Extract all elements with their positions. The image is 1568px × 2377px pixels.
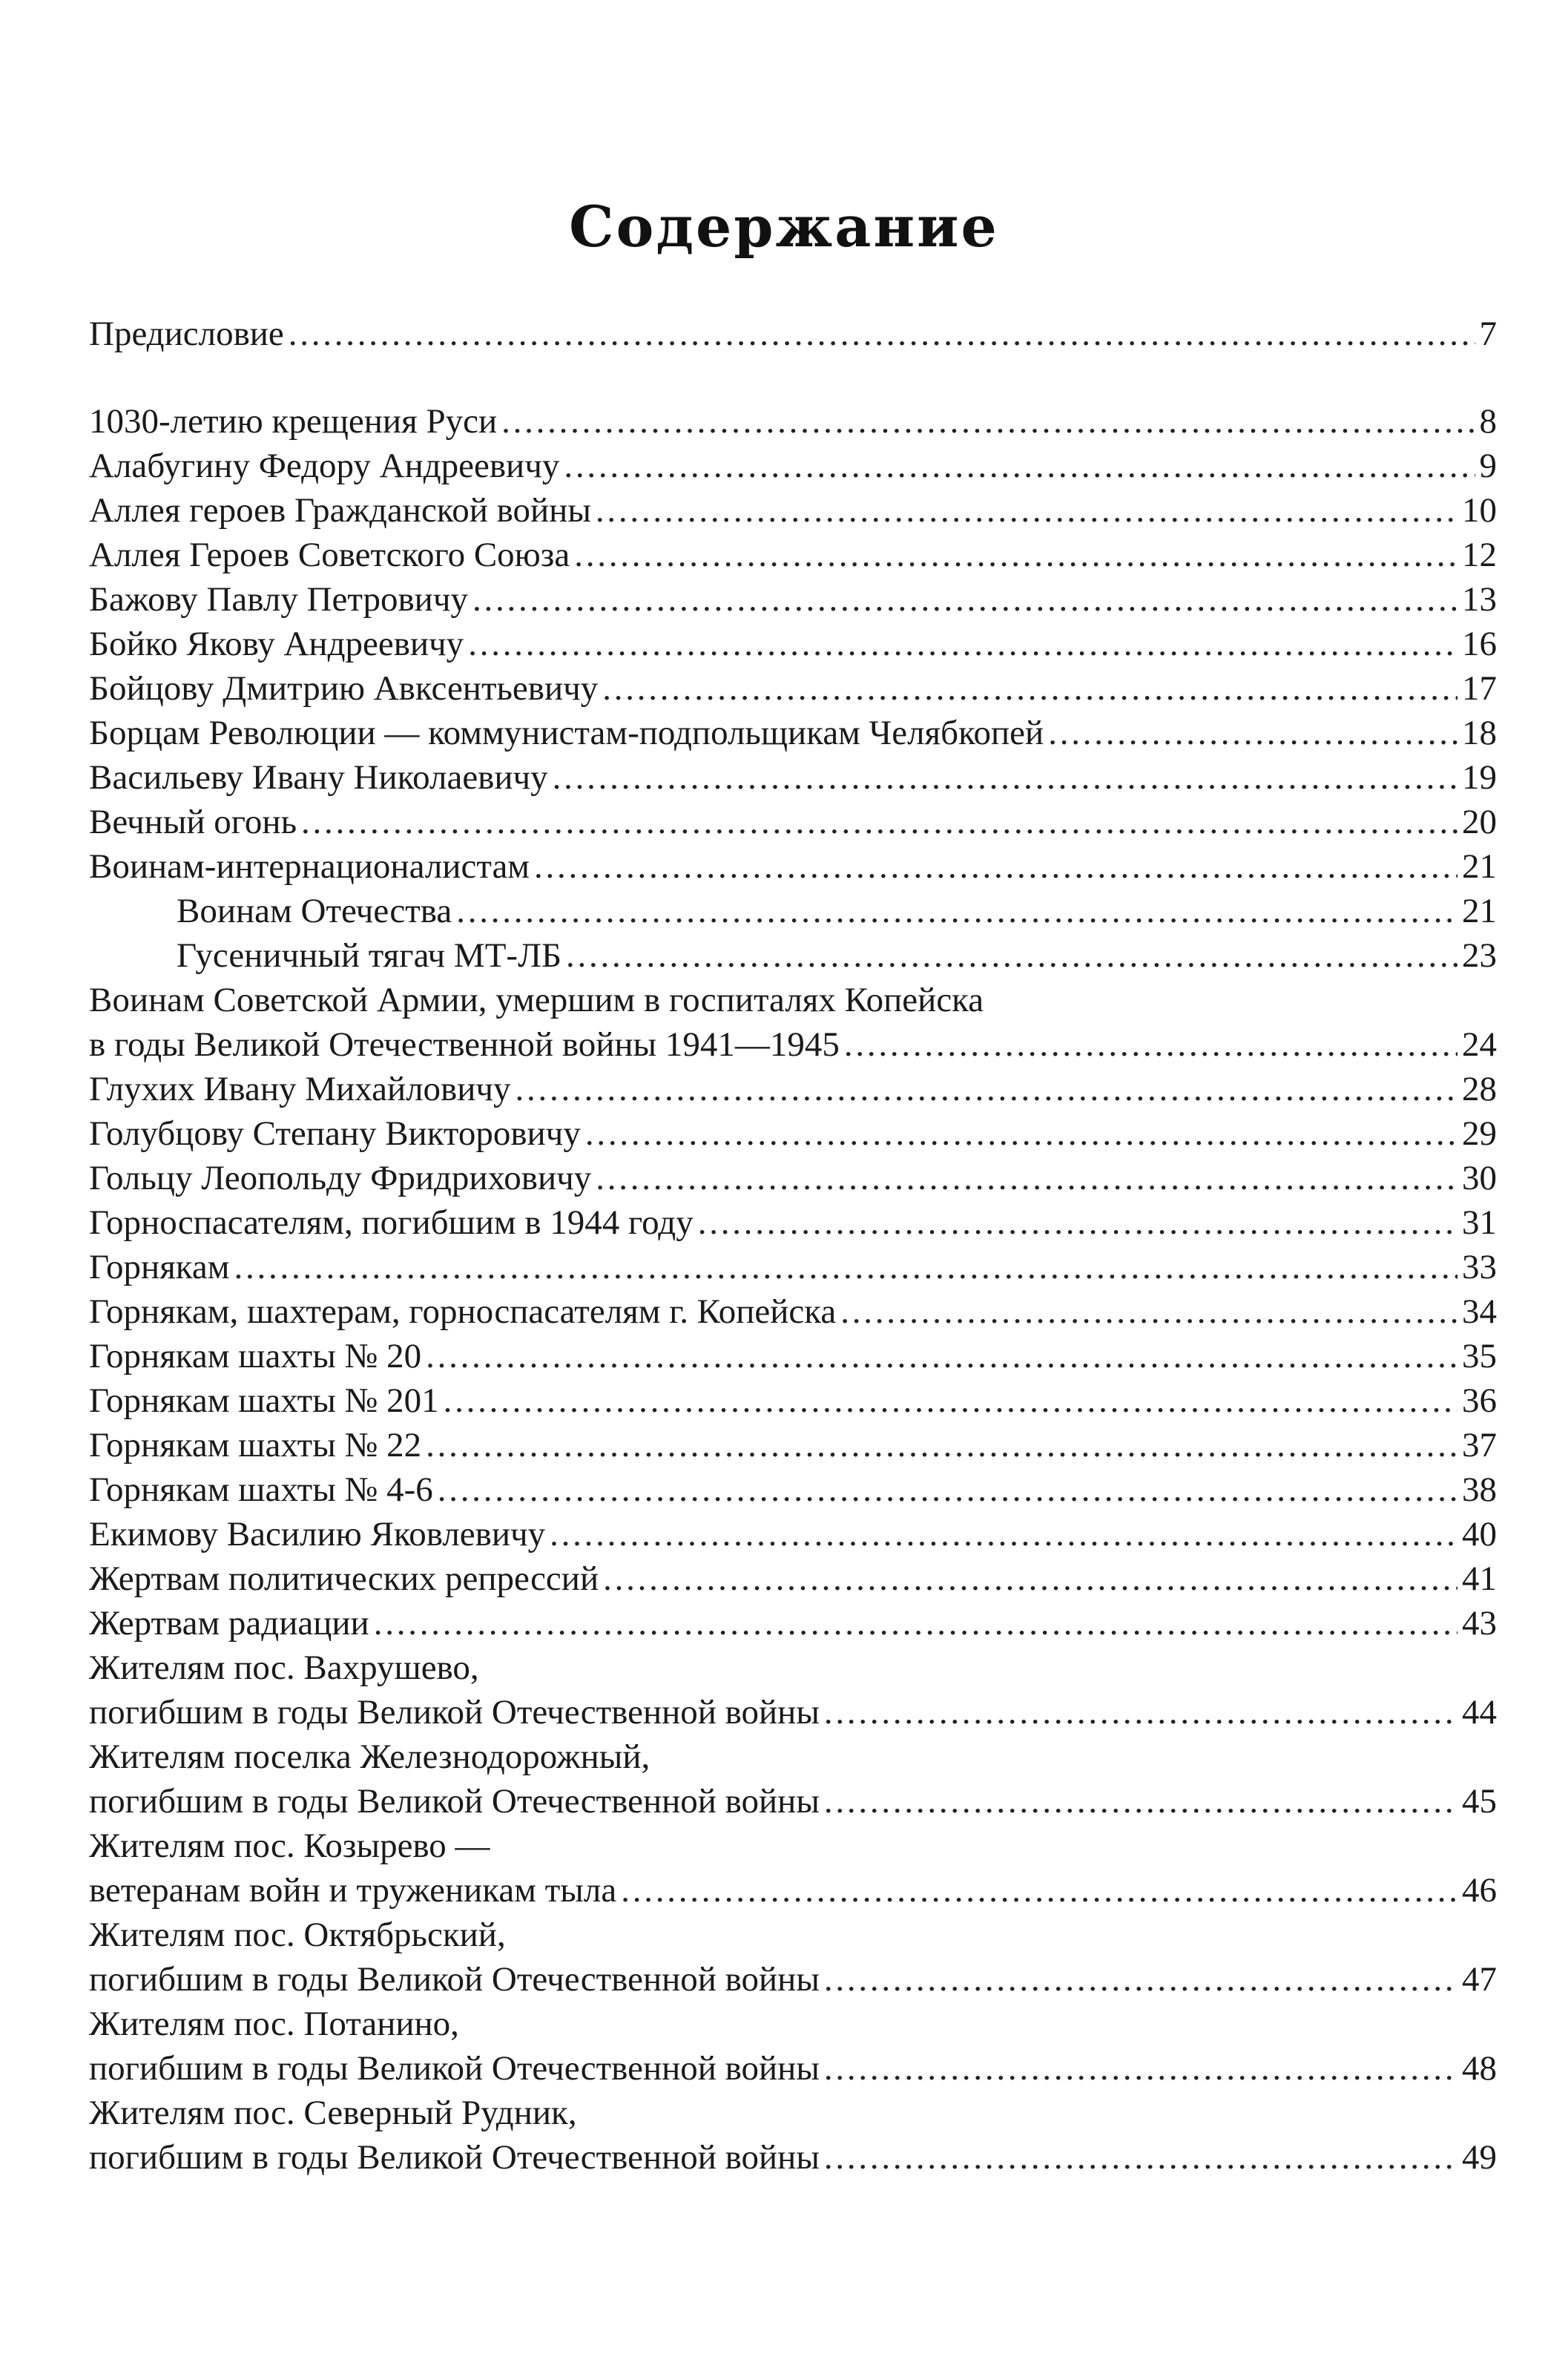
- leader-dots: [824, 2046, 1457, 2091]
- toc-entry-page: 21: [1462, 847, 1497, 886]
- toc-entry-page: 7: [1479, 315, 1497, 353]
- toc-entry[interactable]: [89, 1156, 1497, 1200]
- toc-entry-title-line1: Воинам Советской Армии, умершим в госпиталях Копейска: [89, 981, 984, 1019]
- toc-entry-page: 8: [1479, 402, 1497, 441]
- leader-dots: [426, 1334, 1457, 1378]
- toc-entry-title: Гусеничный тягач МТ-ЛБ: [177, 936, 561, 975]
- leader-dots: [426, 1423, 1457, 1467]
- toc-entry-page: 48: [1462, 2049, 1497, 2088]
- toc-entry-page: 46: [1462, 1871, 1497, 1910]
- toc-entry[interactable]: [89, 755, 1497, 800]
- toc-entry-page: 37: [1462, 1426, 1497, 1464]
- toc-entry[interactable]: [89, 1512, 1497, 1556]
- toc-entry[interactable]: [89, 1200, 1497, 1245]
- toc-entry-title: Борцам Революции — коммунистам-подпольщикам Челябкопей: [89, 714, 1044, 752]
- leader-dots: [564, 444, 1475, 488]
- toc-entry[interactable]: [89, 1067, 1497, 1111]
- toc-entry[interactable]: [89, 1957, 1497, 2002]
- toc-entry-page: 34: [1462, 1292, 1497, 1331]
- toc-entry-title: Голубцову Степану Викторовичу: [89, 1114, 581, 1153]
- toc-entry[interactable]: [89, 533, 1497, 577]
- leader-dots: [698, 1200, 1457, 1245]
- leader-dots: [444, 1378, 1457, 1423]
- toc-entry-page: 13: [1462, 580, 1497, 619]
- leader-dots: [602, 666, 1457, 711]
- leader-dots: [468, 622, 1457, 666]
- leader-dots: [550, 1512, 1457, 1556]
- toc-entry-title: погибшим в годы Великой Отечественной войны: [89, 1782, 820, 1821]
- toc-entry-title: Предисловие: [89, 315, 284, 353]
- toc-entry-page: 17: [1462, 669, 1497, 708]
- toc-entry[interactable]: [89, 1289, 1497, 1334]
- toc-entry[interactable]: [89, 1868, 1497, 1913]
- leader-dots: [566, 933, 1457, 978]
- toc-entry-title: Воинам-интернационалистам: [89, 847, 530, 886]
- leader-dots: [824, 1690, 1457, 1735]
- toc-entry-title: Горнякам, шахтерам, горноспасателям г. Копейска: [89, 1292, 837, 1331]
- toc-entry-page: 24: [1462, 1025, 1497, 1064]
- toc-entry[interactable]: [89, 312, 1497, 356]
- toc-entry-line1: [89, 2002, 1497, 2046]
- toc-entry-title-line1: Жителям пос. Северный Рудник,: [89, 2094, 577, 2132]
- toc-entry-title-line1: Жителям пос. Потанино,: [89, 2005, 459, 2043]
- leader-dots: [840, 1289, 1457, 1334]
- toc-entry-line1: [89, 978, 1497, 1022]
- toc-entry-title: Горнякам шахты № 4-6: [89, 1470, 433, 1509]
- toc-entry-title: Аллея Героев Советского Союза: [89, 536, 570, 574]
- toc-entry[interactable]: [89, 1111, 1497, 1156]
- toc-entry-page: 33: [1462, 1248, 1497, 1286]
- toc-entry[interactable]: [89, 444, 1497, 488]
- toc-entry-title: Васильеву Ивану Николаевичу: [89, 758, 548, 797]
- toc-entry[interactable]: [89, 711, 1497, 755]
- toc-entry-title: Воинам Отечества: [177, 892, 452, 930]
- leader-dots: [596, 488, 1457, 533]
- leader-dots: [289, 312, 1475, 356]
- leader-dots: [438, 1467, 1457, 1512]
- toc-entry-title: ветеранам войн и труженикам тыла: [89, 1871, 617, 1910]
- toc-entry[interactable]: [89, 488, 1497, 533]
- leader-dots: [574, 533, 1457, 577]
- page-title: Содержание: [569, 194, 999, 260]
- toc-entry-title: Горноспасателям, погибшим в 1944 году: [89, 1203, 694, 1242]
- toc-entry[interactable]: [89, 800, 1497, 844]
- toc-entry[interactable]: [89, 1556, 1497, 1601]
- toc-entry-page: 30: [1462, 1159, 1497, 1197]
- leader-dots: [472, 577, 1457, 622]
- toc-entry-page: 49: [1462, 2138, 1497, 2177]
- toc-entry-title: Жертвам политических репрессий: [89, 1559, 599, 1598]
- toc-entry-line1: [89, 1824, 1497, 1868]
- toc-entry-title: Вечный огонь: [89, 803, 297, 841]
- toc-entry-title-line1: Жителям поселка Железнодорожный,: [89, 1737, 650, 1776]
- toc-entry-title: погибшим в годы Великой Отечественной войны: [89, 2138, 820, 2177]
- toc-entry[interactable]: [89, 2135, 1497, 2180]
- toc-entry-title: погибшим в годы Великой Отечественной войны: [89, 1693, 820, 1732]
- toc-entry[interactable]: [89, 1690, 1497, 1735]
- toc-entry[interactable]: [89, 1022, 1497, 1067]
- toc-entry-title: Алабугину Федору Андреевичу: [89, 447, 560, 485]
- toc-entry[interactable]: [89, 577, 1497, 622]
- toc-entry-page: 20: [1462, 803, 1497, 841]
- leader-dots: [301, 800, 1457, 844]
- toc-entry-page: 9: [1479, 447, 1497, 485]
- toc-entry-line1: [89, 2091, 1497, 2135]
- toc-entry-title: Горнякам шахты № 201: [89, 1381, 439, 1420]
- toc-subentry[interactable]: [177, 889, 1497, 933]
- toc-entry-title: Горнякам: [89, 1248, 230, 1286]
- leader-dots: [515, 1067, 1457, 1111]
- toc-entry-page: 47: [1462, 1960, 1497, 1999]
- toc-entry-page: 41: [1462, 1559, 1497, 1598]
- toc-entry-title: Гольцу Леопольду Фридриховичу: [89, 1159, 592, 1197]
- toc-entry[interactable]: [89, 1378, 1497, 1423]
- leader-dots: [824, 1779, 1457, 1824]
- toc-entry-page: 44: [1462, 1693, 1497, 1732]
- leader-dots: [603, 1556, 1457, 1601]
- toc-entry-page: 29: [1462, 1114, 1497, 1153]
- toc-entry-page: 19: [1462, 758, 1497, 797]
- leader-dots: [844, 1022, 1457, 1067]
- toc-entry-page: 45: [1462, 1782, 1497, 1821]
- leader-dots: [456, 889, 1457, 933]
- toc-subentry[interactable]: [177, 933, 1497, 978]
- toc-entry-page: 21: [1462, 892, 1497, 930]
- toc-entry-page: 10: [1462, 491, 1497, 530]
- leader-dots: [374, 1601, 1457, 1646]
- toc-entry[interactable]: [89, 1779, 1497, 1824]
- toc-entry-page: 40: [1462, 1515, 1497, 1554]
- toc-entry-title: 1030-летию крещения Руси: [89, 402, 498, 441]
- leader-dots: [553, 755, 1457, 800]
- toc-entry-page: 43: [1462, 1604, 1497, 1643]
- toc-entry-line1: [89, 1735, 1497, 1779]
- toc-entry-title: Жертвам радиации: [89, 1604, 369, 1643]
- toc-entry-title-line1: Жителям пос. Октябрьский,: [89, 1916, 506, 1954]
- toc-entry-title: Горнякам шахты № 20: [89, 1337, 422, 1375]
- toc-entry[interactable]: [89, 2046, 1497, 2091]
- toc-entry[interactable]: [89, 844, 1497, 889]
- toc-entry-title: погибшим в годы Великой Отечественной войны: [89, 2049, 820, 2088]
- toc-entry-page: 18: [1462, 714, 1497, 752]
- toc-entry-title: Горнякам шахты № 22: [89, 1426, 422, 1464]
- toc-entry[interactable]: [89, 399, 1497, 444]
- leader-dots: [824, 2135, 1457, 2180]
- toc-entry[interactable]: [89, 1423, 1497, 1467]
- toc-entry[interactable]: [89, 666, 1497, 711]
- toc-entry[interactable]: [89, 622, 1497, 666]
- toc-entry-title: Екимову Василию Яковлевичу: [89, 1515, 546, 1554]
- toc-entry-title-line1: Жителям пос. Козырево —: [89, 1827, 490, 1865]
- toc-entry[interactable]: [89, 1601, 1497, 1646]
- toc-entry-line1: [89, 1646, 1497, 1690]
- leader-dots: [824, 1957, 1457, 2002]
- toc-entry-page: 23: [1462, 936, 1497, 975]
- leader-dots: [534, 844, 1457, 889]
- toc-entry-page: 38: [1462, 1470, 1497, 1509]
- toc-entry-line1: [89, 1913, 1497, 1957]
- toc-entry[interactable]: [89, 1245, 1497, 1289]
- leader-dots: [234, 1245, 1457, 1289]
- toc-entry[interactable]: [89, 1467, 1497, 1512]
- toc-entry-title: Глухих Ивану Михайловичу: [89, 1070, 511, 1108]
- toc-entry-title-line1: Жителям пос. Вахрушево,: [89, 1648, 479, 1687]
- toc-entry-page: 28: [1462, 1070, 1497, 1108]
- toc-entry-title: Бойко Якову Андреевичу: [89, 625, 464, 663]
- leader-dots: [596, 1156, 1457, 1200]
- toc-entry-page: 31: [1462, 1203, 1497, 1242]
- toc-entry-page: 12: [1462, 536, 1497, 574]
- leader-dots: [1048, 711, 1457, 755]
- toc-entry-page: 35: [1462, 1337, 1497, 1375]
- toc-entry[interactable]: [89, 1334, 1497, 1378]
- toc-entry-title: Аллея героев Гражданской войны: [89, 491, 591, 530]
- toc-entry-title: Бажову Павлу Петровичу: [89, 580, 468, 619]
- leader-dots: [501, 399, 1475, 444]
- toc-entry-title: погибшим в годы Великой Отечественной войны: [89, 1960, 820, 1999]
- toc-entry-page: 16: [1462, 625, 1497, 663]
- toc-entry-title: Бойцову Дмитрию Авксентьевичу: [89, 669, 599, 708]
- toc-entry-title: в годы Великой Отечественной войны 1941—1945: [89, 1025, 840, 1064]
- leader-dots: [585, 1111, 1457, 1156]
- leader-dots: [621, 1868, 1457, 1913]
- toc-entry-page: 36: [1462, 1381, 1497, 1420]
